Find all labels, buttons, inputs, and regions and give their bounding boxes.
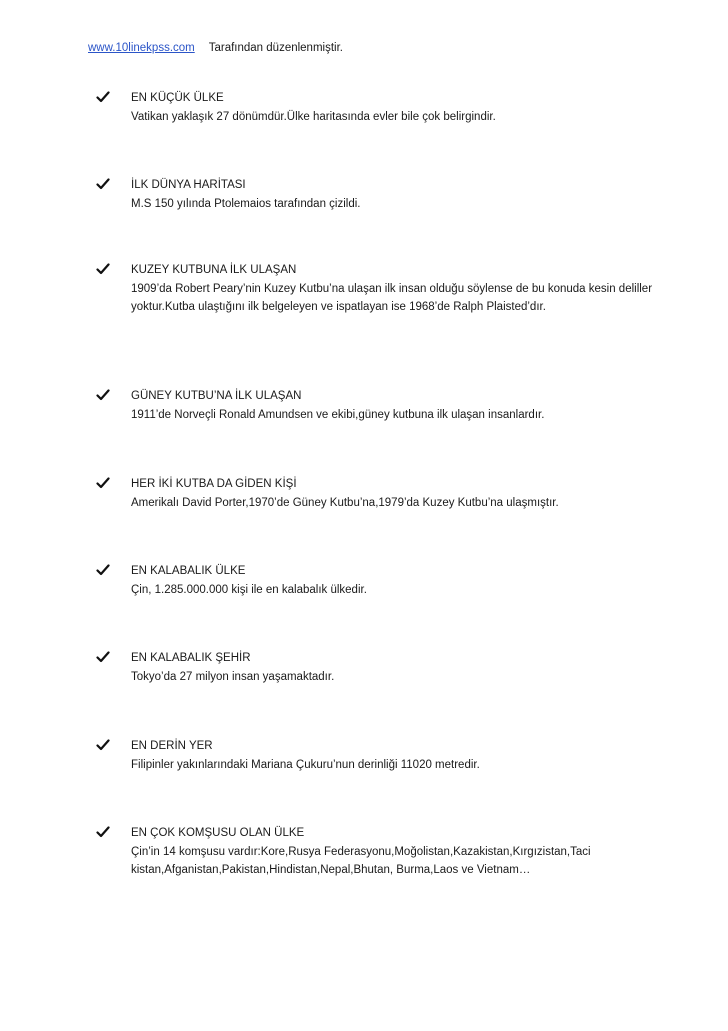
header-by-text: Tarafından düzenlenmiştir.: [208, 42, 343, 54]
list-item: [96, 738, 656, 774]
item-title: EN KÜÇÜK ÜLKE: [131, 92, 224, 104]
list-item: [96, 563, 656, 599]
item-description: Çin, 1.285.000.000 kişi ile en kalabalık ülkedir.: [131, 584, 367, 596]
list-item: [96, 388, 656, 424]
item-description: 1909’da Robert Peary’nin Kuzey Kutbu’na ulaşan ilk insan olduğu söylense de bu konuda kesin deliller yoktur.Kutba ulaştığını ilk belgeleyen ve ispatlayan ise 1968’de Ralph Plaisted’dır.: [131, 283, 653, 313]
list-item: [96, 177, 656, 213]
checkmark-icon: [96, 262, 110, 279]
checkmark-icon: [96, 476, 110, 493]
item-description: Vatikan yaklaşık 27 dönümdür.Ülke haritasında evler bile çok belirgindir.: [131, 111, 496, 123]
site-link[interactable]: www.10linekpss.com: [88, 42, 195, 54]
item-title: GÜNEY KUTBU’NA İLK ULAŞAN: [131, 390, 302, 402]
checkmark-icon: [96, 650, 110, 667]
item-description: 1911’de Norveçli Ronald Amundsen ve ekibi,güney kutbuna ilk ulaşan insanlardır.: [131, 409, 545, 421]
list-item: [96, 825, 656, 879]
checkmark-icon: [96, 825, 110, 842]
item-title: EN KALABALIK ÜLKE: [131, 565, 246, 577]
item-title: EN DERİN YER: [131, 740, 213, 752]
item-description: M.S 150 yılında Ptolemaios tarafından çizildi.: [131, 198, 361, 210]
item-title: EN KALABALIK ŞEHİR: [131, 652, 251, 664]
list-item: [96, 650, 656, 686]
item-description: Filipinler yakınlarındaki Mariana Çukuru’nun derinliği 11020 metredir.: [131, 759, 480, 771]
list-item: [96, 90, 656, 126]
item-description: Amerikalı David Porter,1970’de Güney Kutbu’na,1979’da Kuzey Kutbu’na ulaşmıştır.: [131, 497, 559, 509]
item-title: HER İKİ KUTBA DA GİDEN KİŞİ: [131, 478, 297, 490]
checkmark-icon: [96, 388, 110, 405]
item-title: İLK DÜNYA HARİTASI: [131, 179, 246, 191]
list-item: [96, 262, 656, 316]
checkmark-icon: [96, 177, 110, 194]
checkmark-icon: [96, 90, 110, 107]
checkmark-icon: [96, 738, 110, 755]
item-title: EN ÇOK KOMŞUSU OLAN ÜLKE: [131, 827, 305, 839]
item-description: Tokyo’da 27 milyon insan yaşamaktadır.: [131, 671, 335, 683]
page-header: [88, 42, 343, 54]
checkmark-icon: [96, 563, 110, 580]
item-title: KUZEY KUTBUNA İLK ULAŞAN: [131, 264, 297, 276]
item-description: Çin’in 14 komşusu vardır:Kore,Rusya Federasyonu,Moğolistan,Kazakistan,Kırgızistan,Taci kistan,Afganistan,Pakistan,Hindistan,Nepal,Bhutan, Burma,Laos ve Vietnam…: [131, 846, 591, 876]
list-item: [96, 476, 656, 512]
